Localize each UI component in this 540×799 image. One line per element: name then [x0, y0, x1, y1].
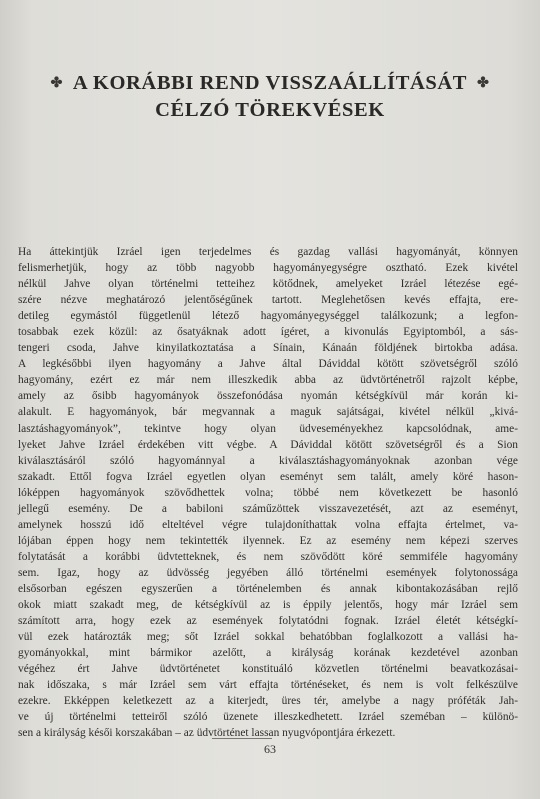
body-line: lójában éppen hogy nem tekintették ilyennek. Ez az esemény nem képezi szerves — [18, 534, 518, 547]
body-line: ve új történelmi tetteiről szóló üzenete illeszkedhetett. Izráel szeméban – különö- — [18, 711, 518, 724]
body-line: sem. Igaz, hogy az üdvösség jegyében álló történelmi események folytonossága — [18, 566, 518, 579]
body-line: hagyomány, ezért ez már nem illeszkedik abba az üdvtörténetről rajzolt képbe, — [18, 374, 518, 387]
body-line: lyeket Jahve Izráel érdekében vitt végbe. A Dáviddal kötött szövetségről és a Sion — [18, 438, 518, 451]
body-line: végéhez ért Jahve üdvtörténetet konstituáló közvetlen történelmi beavatkozásai- — [18, 663, 518, 676]
body-line: Ha áttekintjük Izráel igen terjedelmes és gazdag vallási hagyományát, könnyen — [18, 246, 518, 258]
ornament-left-icon: ✤ — [50, 75, 63, 91]
body-line: elsősorban egészen egyszerűen a történelemben és annak kibontakozásában rejlő — [18, 582, 518, 595]
chapter-title-text-1: A KORÁBBI REND VISSZAÁLLÍTÁSÁT — [72, 71, 468, 94]
body-line: nak időszaka, s már Izráel sem várt effajta történéseket, és nem is volt felkészülve — [18, 679, 518, 692]
body-line: lasztáshagyományok”, tekintve hogy olyan üdveseményekhez kapcsolódnak, ame- — [18, 422, 518, 435]
body-line: amely az ősibb hagyományok összefonódása nyomán kétségkívül már korán ki- — [18, 390, 518, 403]
ornament-right-icon: ✤ — [477, 75, 490, 91]
body-line: vül ezek határozták meg; sőt Izráel sokkal behatóbban foglalkozott a vallási ha- — [18, 631, 518, 644]
page-number: 63 — [264, 742, 276, 756]
chapter-title-line-1 — [0, 70, 540, 97]
body-line: amelynek hosszú idő elteltével végre tulajdoníthattak volna effajta értelmet, va- — [18, 518, 518, 531]
body-line: tengeri csoda, Jahve kinyilatkoztatása a Sínain, Kánaán földjének birtokba adása. — [18, 342, 518, 355]
body-line: A legkésőbbi ilyen hagyomány a Jahve által Dáviddal kötött szövetségről szóló — [18, 358, 518, 371]
body-line: tosabbak ezek közül: az ősatyáknak adott ígéret, a kivonulás Egyiptomból, a sás- — [18, 326, 518, 339]
body-line: szére nézve meghatározó jelentőségűnek tartott. Meglehetősen kevés effajta, ere- — [18, 294, 518, 307]
body-line: kiválasztásáról szóló hagyománnyal a kiválasztáshagyományoknak azonban vége — [18, 454, 518, 467]
body-line: ezekre. Ekképpen keletkezett az a kiterjedt, üres tér, amelybe a nagy próféták Jah- — [18, 695, 518, 708]
body-line: számított arra, hogy ezek az események folytatódni fognak. Izráel életét kétségkí- — [18, 615, 518, 628]
body-line: szakadt. Ettől fogva Izráel egyetlen olyan eseményt sem talált, amely köré hason- — [18, 470, 518, 483]
body-line: folytatását a korábbi üdvtetteknek, és nem szövődött köré semmiféle hagyomány — [18, 550, 518, 563]
body-line: lóképpen hagyományok szövődhettek volna; többé nem következett be hasonló — [18, 486, 518, 499]
chapter-title-line-2: CÉLZÓ TÖREKVÉSEK — [155, 98, 385, 121]
body-line: gyományokkal, mint bármikor azelőtt, a királyság korának kezdetével azonban — [18, 647, 518, 660]
body-line: detileg egymástól függetlenül létező hagyományegységgel találkozunk; a legfon- — [18, 310, 518, 323]
body-line: sen a királyság késői korszakában – az üdvtörténet lassan nyugvópontjára érkezett. — [18, 727, 396, 740]
footer-rule — [212, 738, 272, 739]
body-text — [18, 244, 518, 741]
chapter-title — [0, 70, 540, 123]
body-line: alakult. E hagyományok, bár megvannak a maguk sajátságai, kivétel nélkül „kivá- — [18, 406, 518, 419]
body-line: felismerhetjük, hogy az több nagyobb hagyományegységre osztható. Ezek kivétel — [18, 262, 518, 275]
body-line: jellegű esemény. De a babiloni száműzöttek visszavezetését, azt az eseményt, — [18, 502, 518, 515]
body-line: nélkül Jahve olyan történelmi tetteihez kötődnek, amelyeket Izráel létezése egé- — [18, 278, 518, 291]
body-line: okok miatt szakadt meg, de kétségkívül az is éppily jelentős, hogy már Izráel sem — [18, 599, 518, 612]
